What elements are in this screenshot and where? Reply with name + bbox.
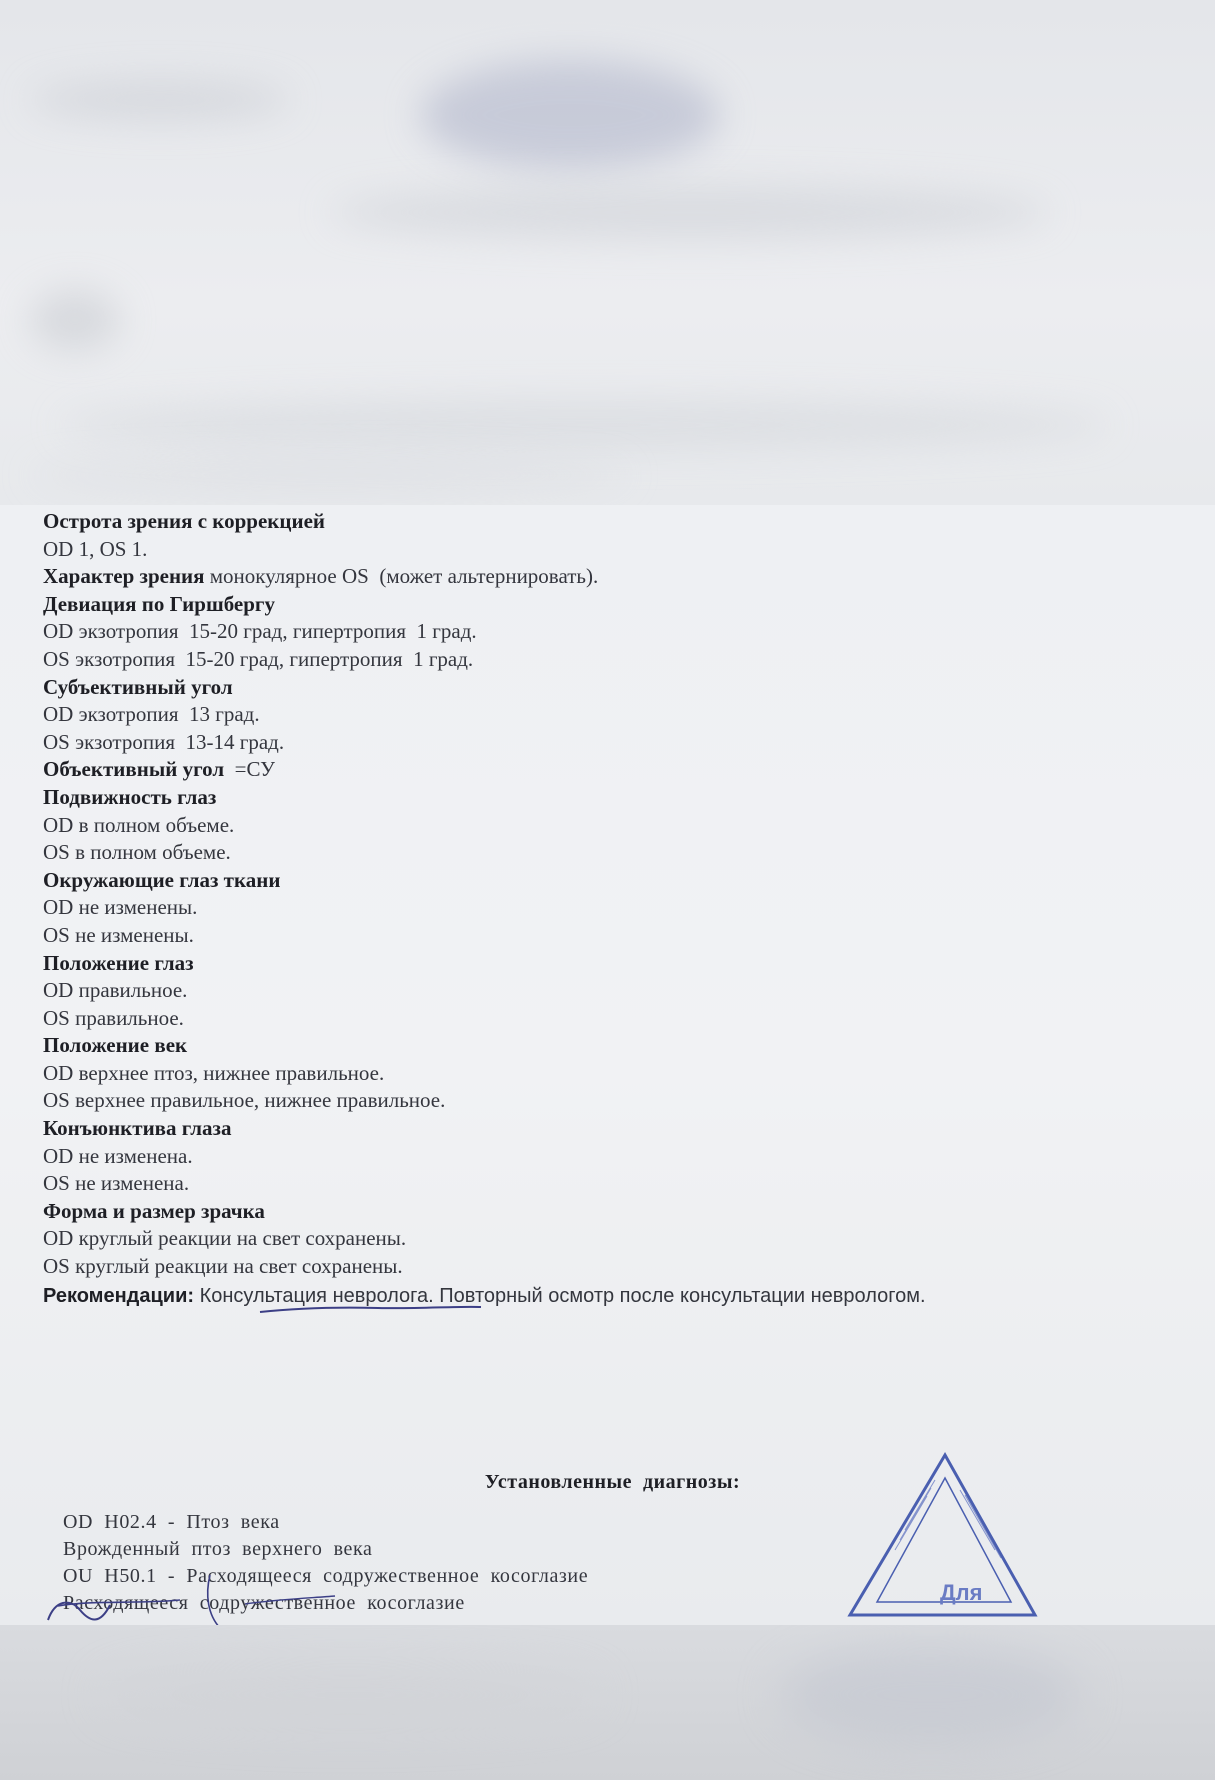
blurred-text [30, 460, 630, 490]
blurred-text [30, 290, 120, 350]
exam-line [43, 867, 1163, 895]
exam-line [43, 674, 1163, 702]
exam-heading: Форма и размер зрачка [43, 1198, 265, 1223]
exam-heading: Девиация по Гиршбергу [43, 591, 275, 616]
diagnosis-line: Расходящееся содружественное косоглазие [63, 1592, 465, 1614]
exam-value: OS в полном объеме. [43, 840, 231, 865]
exam-line [43, 1143, 1163, 1171]
blurred-text [30, 80, 290, 120]
exam-value: OD экзотропия 13 град. [43, 702, 260, 727]
recommendations-text: Консультация невролога. Повторный осмотр после консультации неврологом. [194, 1284, 926, 1307]
exam-line [43, 618, 1163, 646]
exam-value: OS правильное. [43, 1005, 184, 1030]
exam-line [43, 894, 1163, 922]
exam-value: OS экзотропия 13-14 град. [43, 729, 285, 754]
exam-line [43, 1225, 1163, 1253]
exam-line [43, 1198, 1163, 1226]
exam-line [43, 839, 1163, 867]
exam-line [43, 1087, 1163, 1115]
exam-line [43, 1005, 1163, 1033]
blurred-text [60, 400, 1110, 450]
exam-value: OS круглый реакции на свет сохранены. [43, 1254, 403, 1279]
exam-line [43, 563, 1163, 591]
exam-line [43, 1032, 1163, 1060]
exam-heading: Положение век [43, 1033, 188, 1058]
exam-line [43, 1253, 1163, 1281]
exam-line [43, 784, 1163, 812]
exam-value: OS верхнее правильное, нижнее правильное. [43, 1088, 446, 1113]
exam-value: монокулярное OS (может альтернировать). [204, 564, 599, 589]
exam-section [43, 508, 1163, 1309]
stamp-seal [845, 1450, 1045, 1625]
blurred-footer-region [0, 1625, 1215, 1780]
blurred-header-region [0, 0, 1215, 505]
exam-value: OD в полном объеме. [43, 812, 235, 837]
diagnosis-line: OD H02.4 - Птоз века [63, 1511, 280, 1533]
stamp-text: Для [940, 1580, 983, 1605]
diagnosis-line: OU H50.1 - Расходящееся содружественное косоглазие [63, 1565, 589, 1587]
exam-value: OD не изменены. [43, 895, 198, 920]
recommendations-line [43, 1282, 1163, 1310]
exam-value: OD правильное. [43, 978, 188, 1003]
exam-line [43, 729, 1163, 757]
exam-heading: Окружающие глаз ткани [43, 867, 281, 892]
exam-value: OS не изменена. [43, 1171, 190, 1196]
exam-line [43, 646, 1163, 674]
exam-value: OD круглый реакции на свет сохранены. [43, 1226, 407, 1251]
exam-value: OD 1, OS 1. [43, 536, 148, 561]
exam-line [43, 591, 1163, 619]
exam-value: OD верхнее птоз, нижнее правильное. [43, 1060, 385, 1085]
exam-heading: Субъективный угол [43, 674, 233, 699]
handwritten-underline [258, 1302, 483, 1316]
exam-heading: Подвижность глаз [43, 784, 217, 809]
diagnosis-line: Врожденный птоз верхнего века [63, 1538, 373, 1560]
blurred-content [100, 1665, 600, 1725]
exam-line [43, 508, 1163, 536]
exam-heading: Конъюнктива глаза [43, 1116, 232, 1141]
exam-heading: Объективный угол [43, 757, 225, 782]
exam-value: OD не изменена. [43, 1143, 193, 1168]
exam-line [43, 1060, 1163, 1088]
exam-heading: Характер зрения [43, 564, 205, 589]
blurred-content [780, 1645, 1080, 1745]
exam-line [43, 812, 1163, 840]
exam-line [43, 701, 1163, 729]
exam-heading: Острота зрения с коррекцией [43, 509, 325, 533]
exam-line [43, 756, 1163, 784]
exam-line [43, 536, 1163, 564]
handwritten-signature [40, 1570, 340, 1630]
blurred-text [330, 185, 1050, 240]
exam-line [43, 1170, 1163, 1198]
exam-value: OS экзотропия 15-20 град, гипертропия 1 град. [43, 646, 474, 671]
exam-line [43, 977, 1163, 1005]
exam-value: OS не изменены. [43, 922, 194, 947]
exam-line [43, 1115, 1163, 1143]
exam-value: =СУ [224, 757, 276, 782]
diagnoses-title: Установленные диагнозы: [484, 1471, 741, 1493]
exam-value: OD экзотропия 15-20 град, гипертропия 1 град. [43, 619, 477, 644]
exam-heading: Положение глаз [43, 950, 194, 975]
exam-line [43, 922, 1163, 950]
blurred-logo [420, 60, 720, 170]
exam-line [43, 950, 1163, 978]
recommendations-label: Рекомендации: [43, 1284, 195, 1307]
